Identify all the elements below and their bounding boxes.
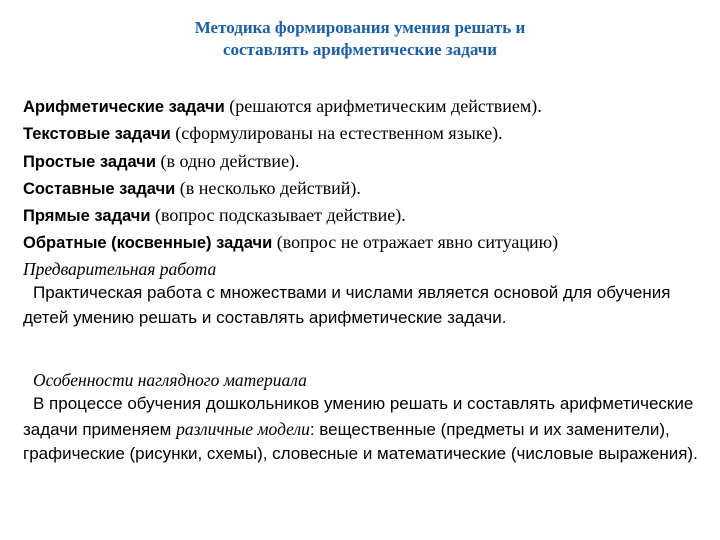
definition-item xyxy=(23,229,703,256)
definition-desc: (сформулированы на естественном языке). xyxy=(170,123,503,144)
section-body-text-end: : вещественные (предметы и их заменители), графические (рисунки, схемы), словесные и математические (числовые выражения). xyxy=(23,419,698,463)
definition-desc: (вопрос не отражает явно ситуацию) xyxy=(272,232,559,253)
section-body-emphasis: различные модели xyxy=(176,418,310,439)
definition-desc: (в одно действие). xyxy=(156,150,300,171)
section-heading: Предварительная работа xyxy=(23,259,217,279)
section-visual-material xyxy=(23,368,703,467)
definition-desc: (вопрос подсказывает действие). xyxy=(150,205,406,226)
definition-term: Составные задачи xyxy=(23,179,176,198)
definition-item xyxy=(23,175,703,202)
section-body-text: В процессе обучения дошкольников умению решать и составлять арифметические задачи применяем xyxy=(23,394,694,439)
slide-title-line-1: Методика формирования умения решать и xyxy=(194,18,526,37)
definitions-list xyxy=(23,93,703,257)
definition-term: Арифметические задачи xyxy=(23,98,225,116)
slide-title-line-2: составлять арифметические задачи xyxy=(222,40,498,59)
section-body xyxy=(23,392,703,467)
definition-term: Простые задачи xyxy=(23,152,157,171)
definition-term: Текстовые задачи xyxy=(23,125,171,144)
definition-term: Прямые задачи xyxy=(23,207,151,226)
definition-desc: (в несколько действий). xyxy=(175,177,361,198)
definition-term: Обратные (косвенные) задачи xyxy=(23,234,273,253)
definition-desc: (решаются арифметическим действием). xyxy=(224,96,542,116)
definition-item xyxy=(23,120,703,147)
definition-item xyxy=(23,202,703,229)
definition-item xyxy=(23,93,703,120)
section-heading: Особенности наглядного материала xyxy=(33,370,307,390)
definition-item xyxy=(23,148,703,175)
slide-title xyxy=(90,17,630,61)
section-preliminary-work xyxy=(23,257,703,330)
section-body: Практическая работа с множествами и числами является основой для обучения детей умению решать и составлять арифметические задачи. xyxy=(23,283,671,327)
